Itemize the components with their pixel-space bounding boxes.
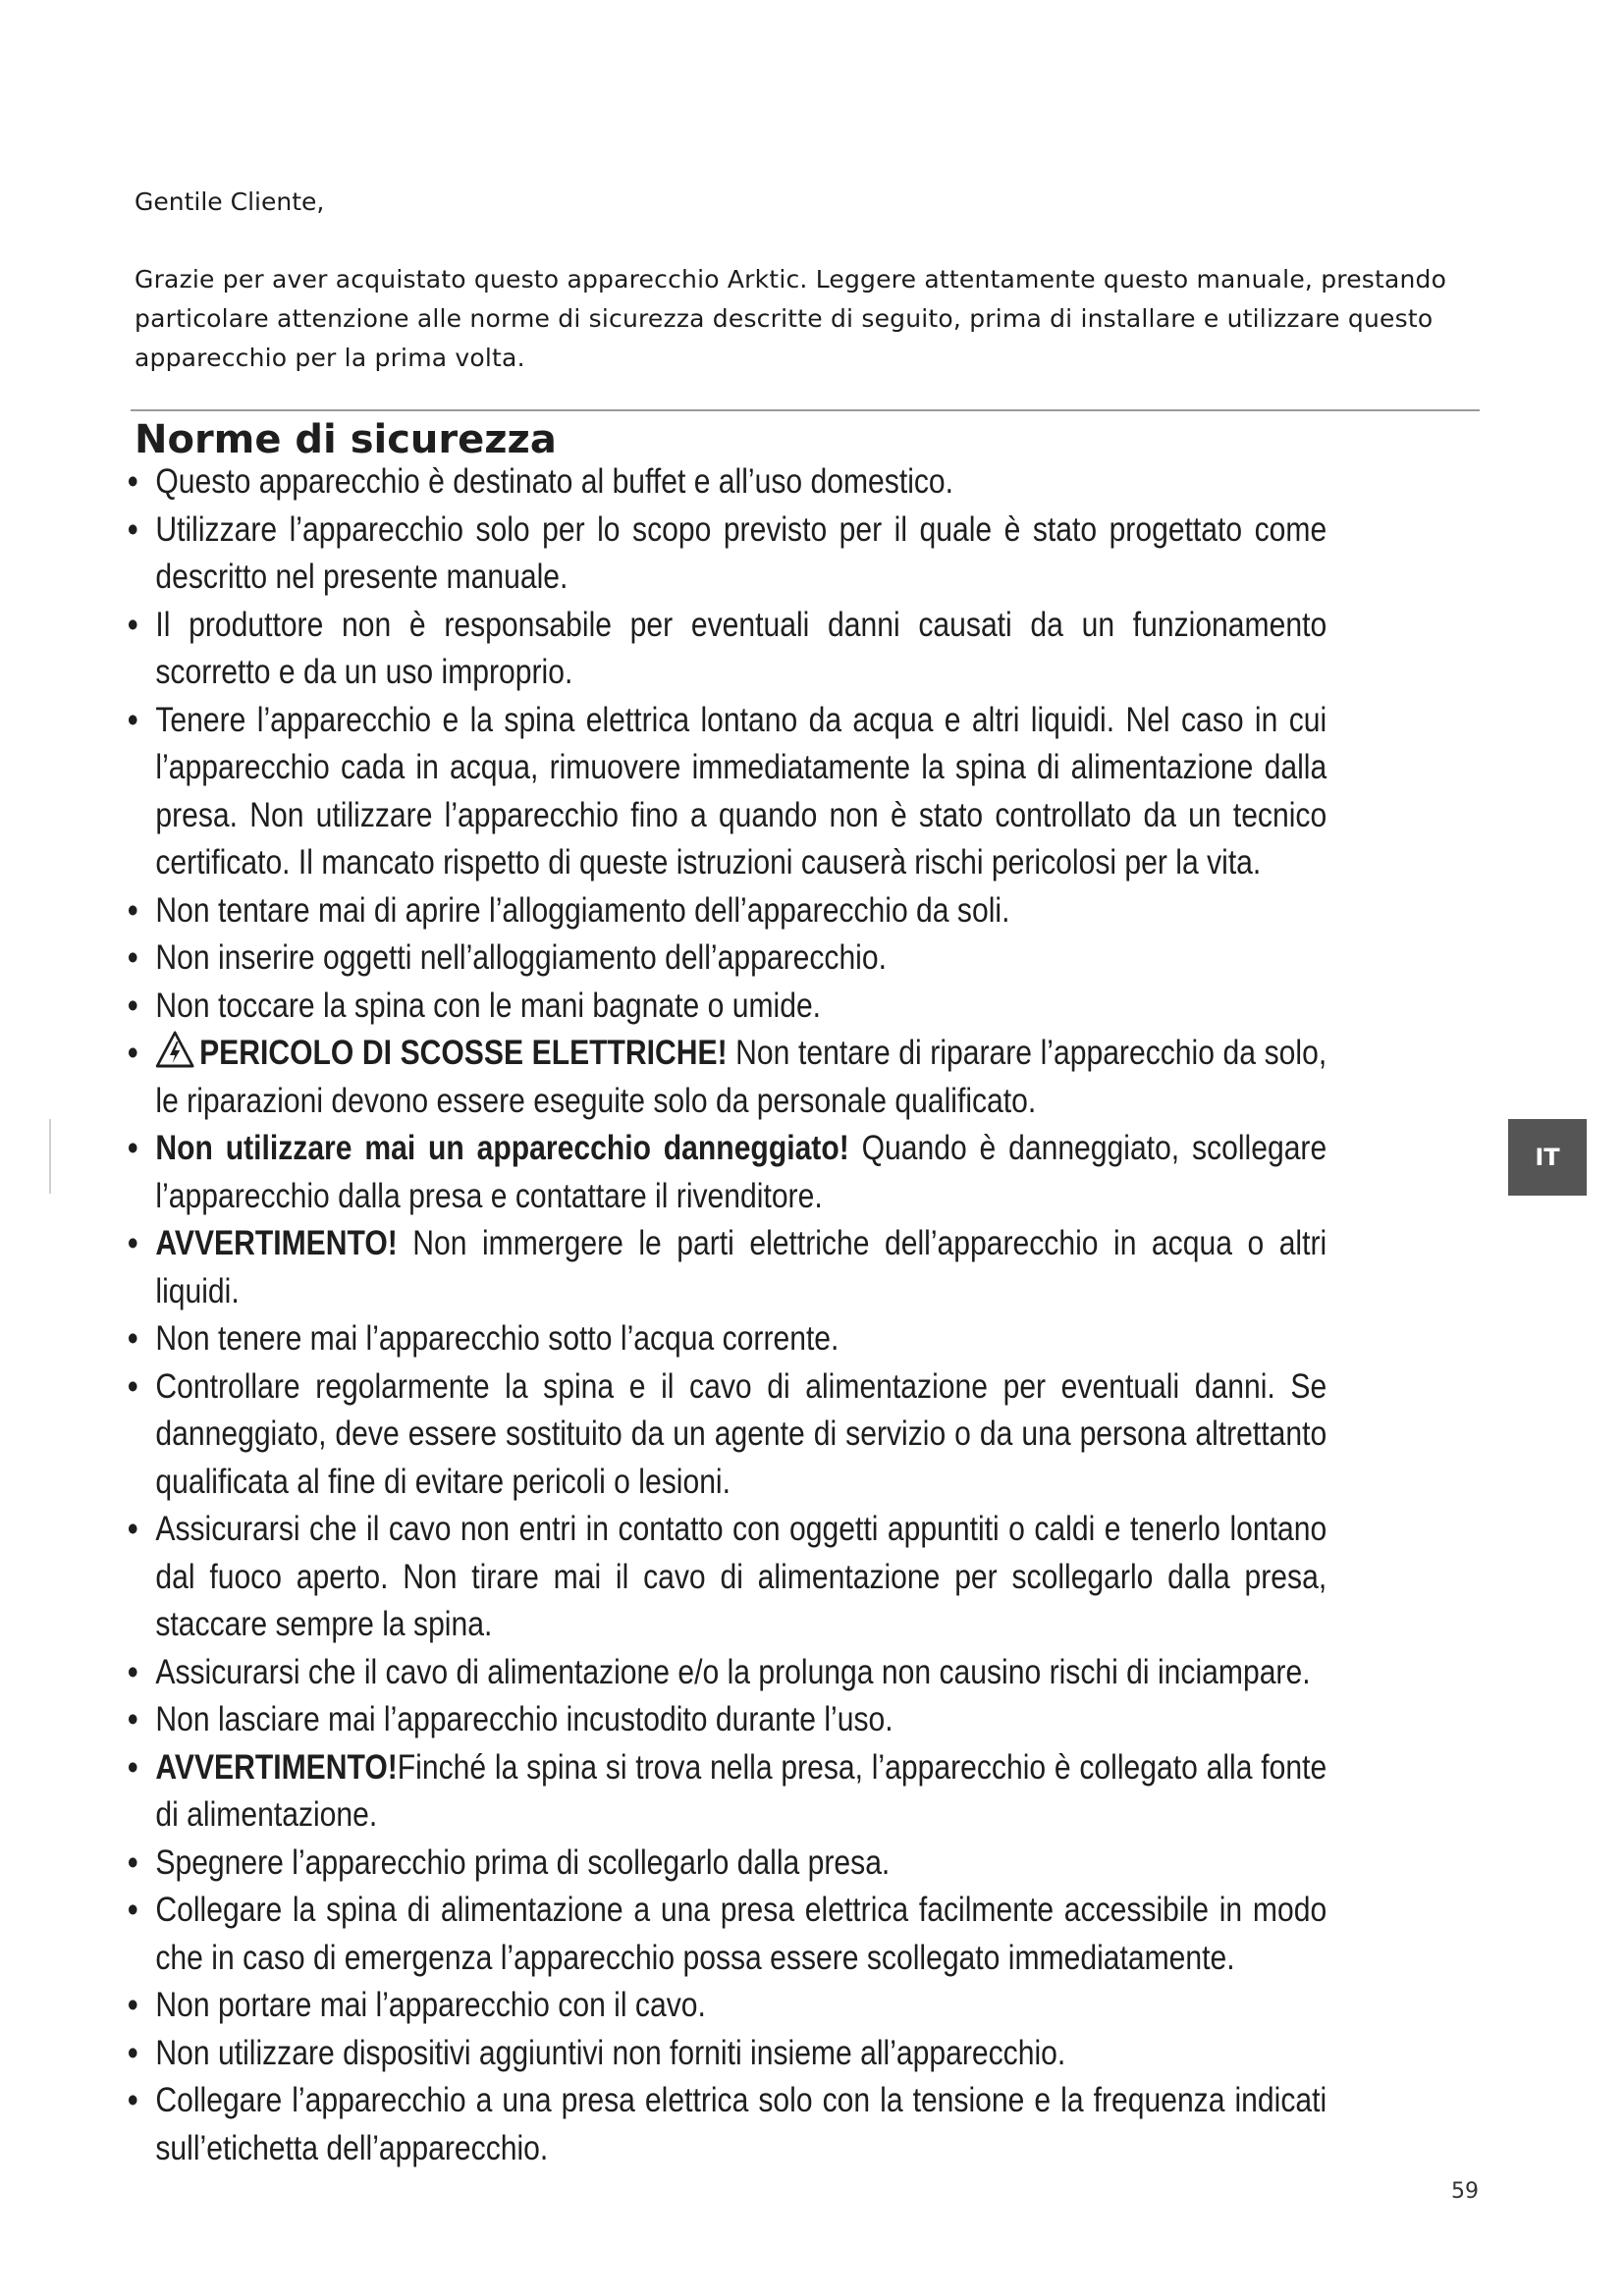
bullet-icon: • — [128, 1652, 138, 1691]
list-item — [128, 458, 1326, 507]
list-item — [128, 934, 1326, 983]
item-text: Questo apparecchio è destinato al buffet e all’uso domestico. — [155, 462, 954, 501]
bullet-icon: • — [128, 1747, 138, 1787]
margin-mark — [49, 1119, 51, 1194]
section-title: Norme di sicurezza — [135, 417, 557, 462]
intro-paragraph: Grazie per aver acquistato questo apparecchio Arktic. Leggere attentamente questo manuale, prestando particolare attenzione alle norme di sicurezza descritte di seguito, prima di installare e utilizzare questo apparecchio per la prima volta. — [135, 265, 1447, 372]
bullet-icon: • — [128, 605, 138, 644]
bullet-icon: • — [128, 1986, 138, 2024]
page-number: 59 — [1451, 2179, 1479, 2204]
safety-rules-list — [128, 458, 1326, 2172]
item-text: Non portare mai l’apparecchio con il cavo. — [155, 1986, 706, 2024]
item-text: Non inserire oggetti nell’alloggiamento dell’apparecchio. — [155, 938, 887, 977]
list-item — [128, 2030, 1326, 2078]
item-text: Non toccare la spina con le mani bagnate o umide. — [155, 986, 822, 1025]
bullet-icon: • — [128, 1224, 138, 1262]
bullet-icon: • — [128, 1366, 138, 1406]
bullet-icon: • — [128, 986, 138, 1025]
bullet-icon: • — [128, 1319, 138, 1358]
item-strong-text: AVVERTIMENTO! — [155, 1224, 398, 1262]
list-item — [128, 507, 1326, 602]
bullet-icon: • — [128, 2033, 138, 2072]
bullet-icon: • — [128, 938, 138, 977]
item-strong-text: AVVERTIMENTO! — [155, 1747, 398, 1787]
list-item — [128, 1315, 1326, 1363]
bullet-icon: • — [128, 462, 138, 501]
item-text: Non lasciare mai l’apparecchio incustodito durante l’uso. — [155, 1700, 893, 1738]
bullet-icon: • — [128, 1700, 138, 1738]
list-item — [128, 602, 1326, 697]
bullet-icon: • — [128, 1891, 138, 1929]
bullet-icon: • — [128, 1510, 138, 1548]
item-strong-text: PERICOLO DI SCOSSE ELETTRICHE! — [199, 1034, 728, 1072]
item-text: Il produttore non è responsabile per eventuali danni causati da un funzionamento scorretto e da un uso improprio. — [155, 605, 1327, 691]
item-text: Non immergere le parti elettriche dell’apparecchio in acqua o altri liquidi. — [155, 1224, 1327, 1310]
item-text: Non tentare di riparare l’apparecchio da solo, le riparazioni devono essere eseguite solo da personale qualificato. — [155, 1034, 1327, 1120]
item-text: Assicurarsi che il cavo di alimentazione e/o la prolunga non causino rischi di inciampare. — [155, 1652, 1311, 1691]
bullet-icon: • — [128, 700, 138, 739]
bullet-icon: • — [128, 1842, 138, 1882]
bullet-icon: • — [128, 1129, 138, 1167]
item-text: Quando è danneggiato, scollegare l’apparecchio dalla presa e contattare il rivenditore. — [155, 1129, 1327, 1215]
list-item — [128, 1220, 1326, 1315]
item-text: Finché la spina si trova nella presa, l’apparecchio è collegato alla fonte di alimentazione. — [155, 1747, 1327, 1834]
list-item — [128, 2077, 1326, 2172]
list-item — [128, 1744, 1326, 1840]
item-text: Non tenere mai l’apparecchio sotto l’acqua corrente. — [155, 1319, 839, 1358]
item-text: Non tentare mai di aprire l’alloggiamento dell’apparecchio da soli. — [155, 890, 1010, 930]
item-text: Spegnere l’apparecchio prima di scollegarlo dalla presa. — [155, 1842, 891, 1882]
list-item — [128, 1887, 1326, 1982]
list-item — [128, 887, 1326, 935]
list-item — [128, 1363, 1326, 1507]
item-text: Collegare la spina di alimentazione a una presa elettrica facilmente accessibile in modo che in caso di emergenza l’apparecchio possa essere scollegato immediatamente. — [155, 1891, 1327, 1977]
list-item — [128, 1982, 1326, 2030]
list-item — [128, 1030, 1326, 1125]
bullet-icon: • — [128, 2081, 138, 2119]
item-text: Non utilizzare dispositivi aggiuntivi non forniti insieme all’apparecchio. — [155, 2033, 1066, 2072]
item-text: Assicurarsi che il cavo non entri in contatto con oggetti appuntiti o caldi e tenerlo lontano dal fuoco aperto. Non tirare mai il cavo di alimentazione per scollegarlo dalla presa, staccare sempre la spina. — [155, 1510, 1327, 1643]
item-text: Utilizzare l’apparecchio solo per lo scopo previsto per il quale è stato progettato come descritto nel presente manuale. — [155, 509, 1327, 596]
list-item — [128, 697, 1326, 887]
greeting: Gentile Cliente, — [135, 187, 325, 216]
item-text: Collegare l’apparecchio a una presa elettrica solo con la tensione e la frequenza indicati sull’etichetta dell’apparecchio. — [155, 2081, 1327, 2167]
item-text: Tenere l’apparecchio e la spina elettrica lontano da acqua e altri liquidi. Nel caso in cui l’apparecchio cada in acqua, rimuovere immediatamente la spina di alimentazione dalla presa. Non utilizzare l’apparecchio fino a quando non è stato controllato da un tecnico certificato. Il mancato rispetto di queste istruzioni causerà rischi pericolosi per la vita. — [155, 700, 1327, 881]
item-text: Controllare regolarmente la spina e il cavo di alimentazione per eventuali danni. Se danneggiato, deve essere sostituito da un agente di servizio o da una persona altrettanto qualificata al fine di evitare pericoli o lesioni. — [155, 1366, 1327, 1501]
list-item — [128, 1649, 1326, 1697]
list-item — [128, 1696, 1326, 1744]
bullet-icon: • — [128, 509, 138, 549]
language-tab: IT — [1508, 1119, 1587, 1196]
list-item — [128, 1125, 1326, 1220]
list-item — [128, 1506, 1326, 1649]
list-item — [128, 1840, 1326, 1888]
list-item — [128, 983, 1326, 1031]
high-voltage-warning-icon — [155, 1031, 194, 1068]
bullet-icon: • — [128, 1034, 138, 1072]
bullet-icon: • — [128, 890, 138, 930]
item-strong-text: Non utilizzare mai un apparecchio danneggiato! — [155, 1129, 849, 1167]
